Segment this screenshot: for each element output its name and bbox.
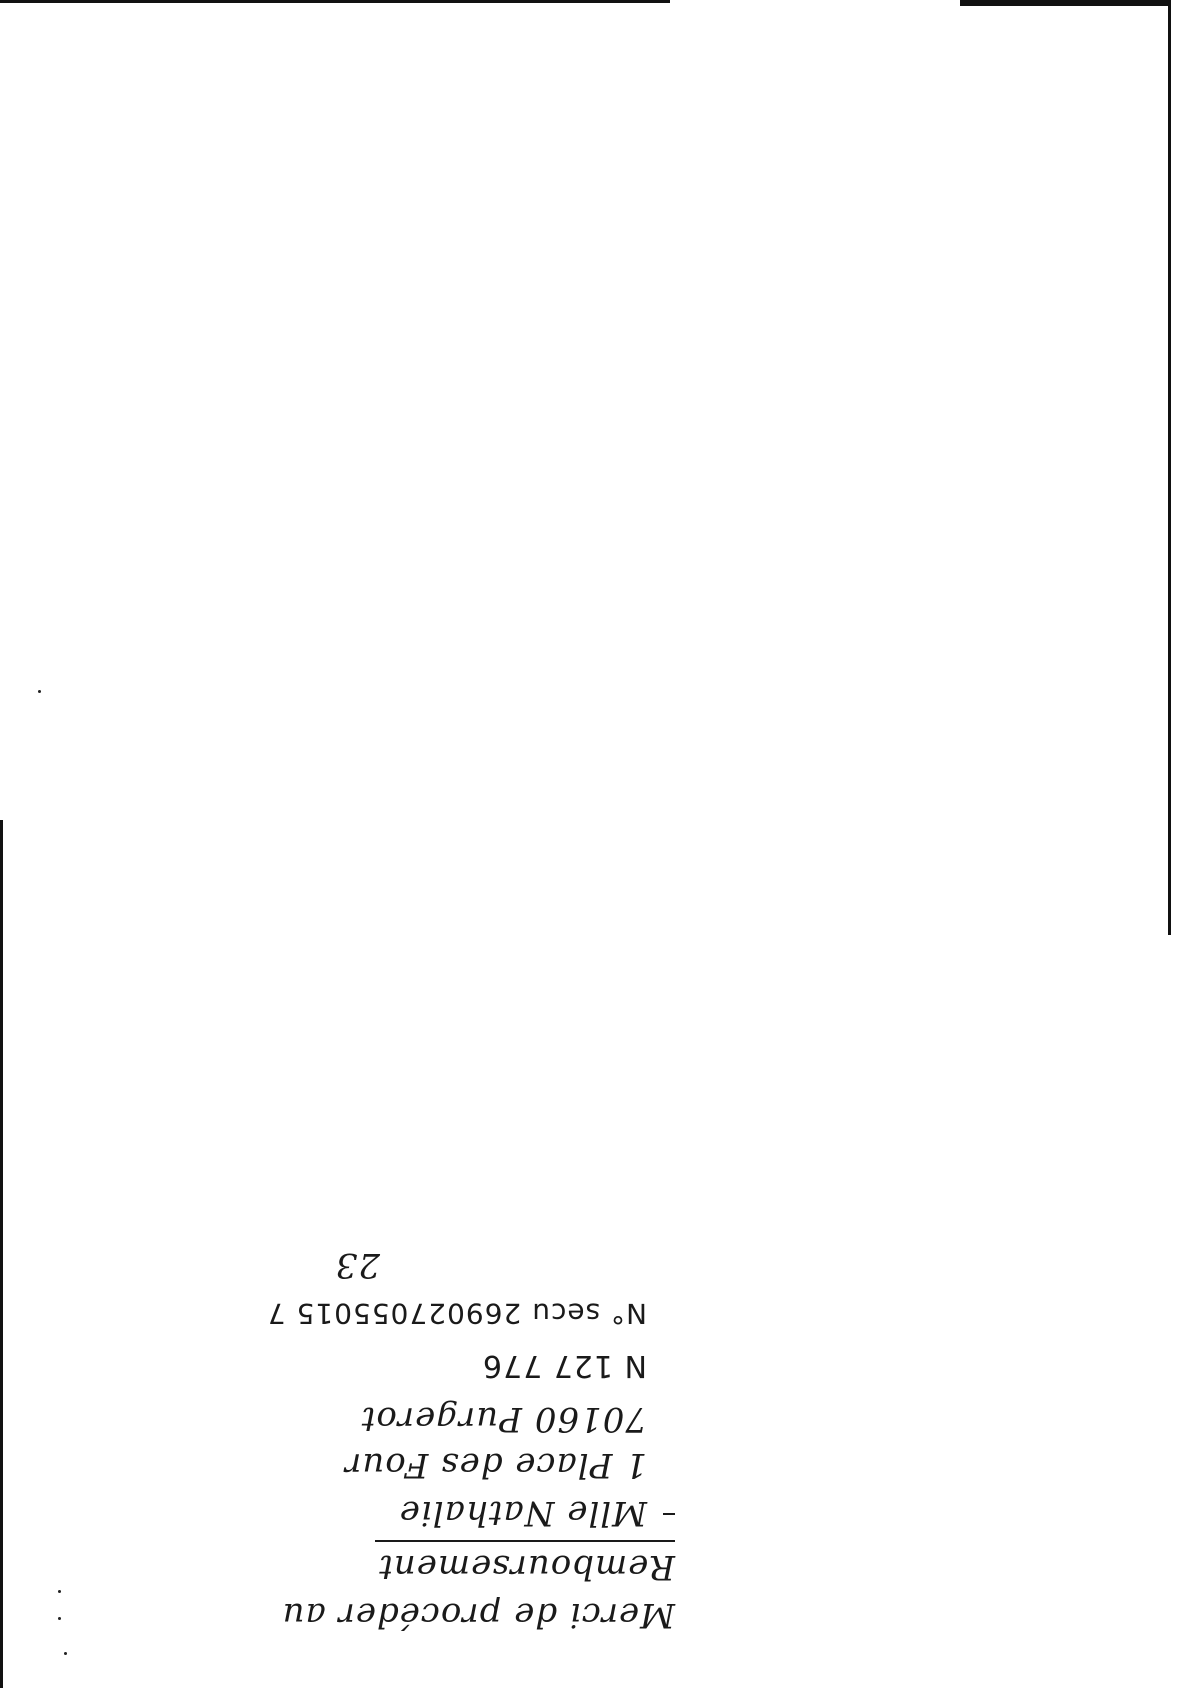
handwritten-note [235,1225,675,1635]
title-underline [375,1540,675,1542]
note-line-secu-number: N° secu 269027055015 7 [266,1297,647,1330]
note-line-reference: N 127 776 [481,1348,647,1383]
paper-edge-right [1168,0,1171,935]
scan-speck [58,1590,61,1593]
scan-speck [58,1617,61,1620]
note-line-city: 70160 Purgerot [360,1399,647,1439]
note-line-request: Merci de procéder au [281,1595,675,1635]
paper-edge-top-right [960,0,1168,6]
scan-speck [64,1652,67,1655]
scan-speck [38,690,41,693]
note-line-name: Mlle Nathalie [398,1493,647,1533]
note-line-address: 1 Place des Four [344,1445,647,1485]
note-line-title: Remboursement [378,1547,675,1587]
bullet-dash [663,1513,675,1515]
note-line-number: 23 [334,1245,380,1285]
paper-edge-left [0,820,3,1688]
paper-edge-top [0,0,670,3]
